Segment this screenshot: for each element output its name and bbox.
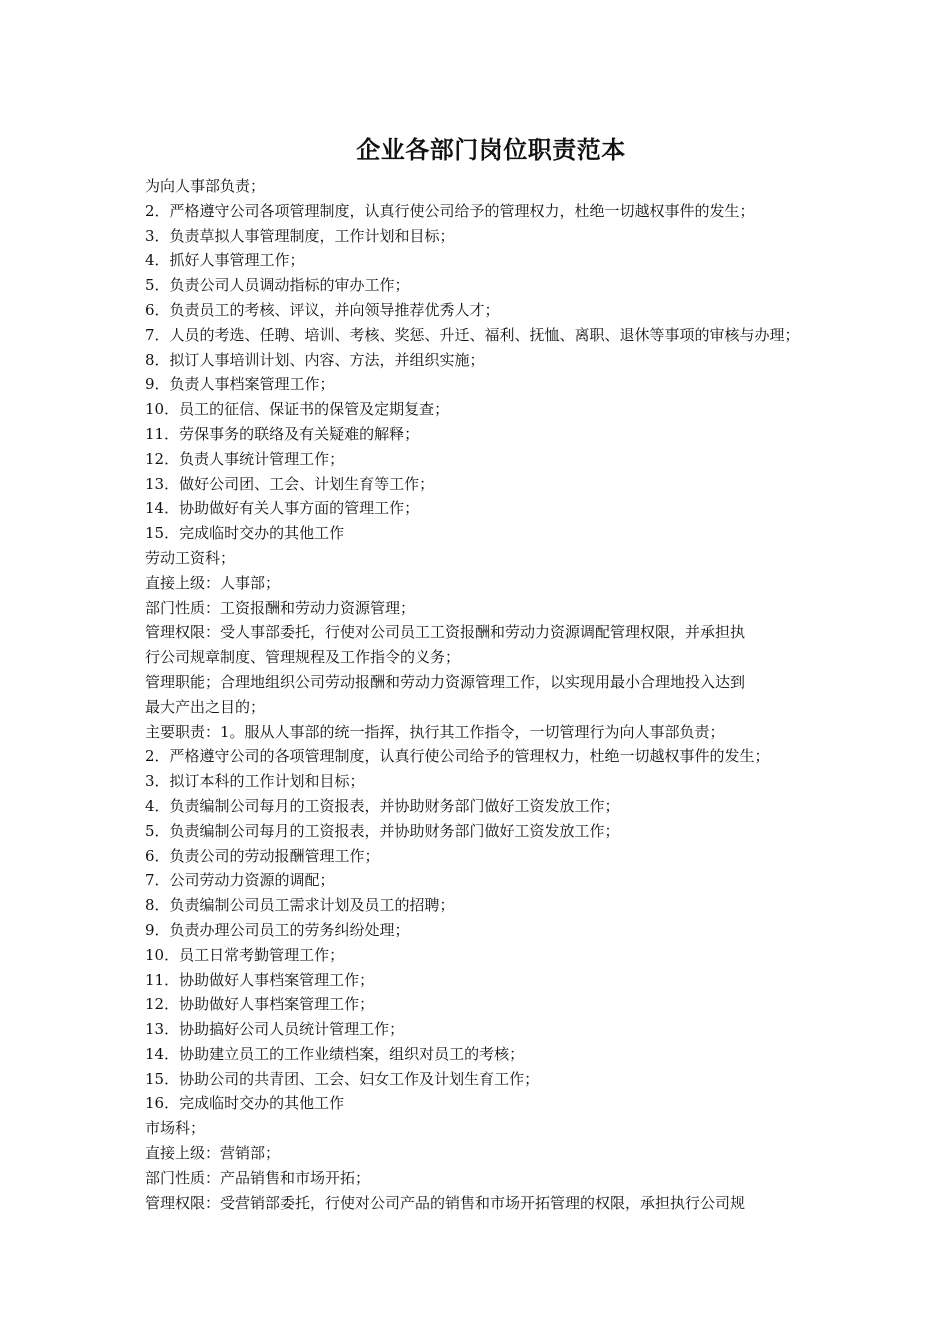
body-line: 劳动工资科； — [145, 548, 236, 567]
body-line: 9．负责办理公司员工的劳务纠纷处理； — [145, 920, 410, 939]
document-body — [145, 174, 825, 1215]
body-line: 部门性质：工资报酬和劳动力资源管理； — [145, 598, 416, 617]
body-line: 4．抓好人事管理工作； — [145, 251, 305, 270]
body-line: 市场科； — [145, 1119, 206, 1138]
body-line: 管理权限：受人事部委托，行使对公司员工工资报酬和劳动力资源调配管理权限，并承担执 — [145, 623, 746, 642]
body-line: 8．拟订人事培训计划、内容、方法，并组织实施； — [145, 350, 485, 369]
body-line: 10．员工的征信、保证书的保管及定期复查； — [145, 400, 450, 419]
body-line: 7．公司劳动力资源的调配； — [145, 871, 335, 890]
body-line: 6．负责员工的考核、评议，并向领导推荐优秀人才； — [145, 300, 500, 319]
body-line: 为向人事部负责； — [145, 177, 266, 195]
body-line: 14．协助建立员工的工作业绩档案，组织对员工的考核； — [145, 1044, 525, 1063]
body-line: 14．协助做好有关人事方面的管理工作； — [145, 499, 420, 518]
body-line: 15．完成临时交办的其他工作 — [145, 524, 345, 543]
body-line: 2．严格遵守公司的各项管理制度，认真行使公司给予的管理权力，杜绝一切越权事件的发生； — [145, 747, 770, 766]
body-line: 13．协助搞好公司人员统计管理工作； — [145, 1020, 405, 1039]
body-line: 直接上级：营销部； — [145, 1144, 281, 1163]
body-line: 行公司规章制度、管理规程及工作指令的义务； — [145, 648, 461, 667]
body-line: 5．负责公司人员调动指标的审办工作； — [145, 276, 410, 295]
body-line: 9．负责人事档案管理工作； — [145, 375, 335, 394]
body-line: 8．负责编制公司员工需求计划及员工的招聘； — [145, 896, 455, 915]
body-line: 3．拟订本科的工作计划和目标； — [145, 772, 365, 791]
body-line: 直接上级：人事部； — [145, 573, 281, 592]
body-line: 7．人员的考选、任聘、培训、考核、奖惩、升迁、福利、抚恤、离职、退休等事项的审核与办理； — [145, 325, 800, 344]
body-line: 3．负责草拟人事管理制度，工作计划和目标； — [145, 226, 455, 245]
body-line: 11．协助做好人事档案管理工作； — [145, 970, 375, 989]
body-line: 15．协助公司的共青团、工会、妇女工作及计划生育工作； — [145, 1069, 540, 1088]
body-line: 4．负责编制公司每月的工资报表，并协助财务部门做好工资发放工作； — [145, 796, 620, 815]
body-line: 5．负责编制公司每月的工资报表，并协助财务部门做好工资发放工作； — [145, 821, 620, 840]
body-line: 6．负责公司的劳动报酬管理工作； — [145, 846, 380, 865]
body-line: 管理权限：受营销部委托，行使对公司产品的销售和市场开拓管理的权限，承担执行公司规 — [145, 1193, 746, 1212]
body-line: 最大产出之目的； — [145, 697, 266, 716]
body-line: 16．完成临时交办的其他工作 — [145, 1094, 345, 1113]
body-line: 主要职责：1。服从人事部的统一指挥，执行其工作指令，一切管理行为向人事部负责； — [145, 722, 725, 741]
body-line: 部门性质：产品销售和市场开拓； — [145, 1168, 371, 1187]
body-line: 11．劳保事务的联络及有关疑难的解释； — [145, 424, 420, 443]
document-title: 企业各部门岗位职责范本 — [356, 135, 626, 164]
body-line: 13．做好公司团、工会、计划生育等工作； — [145, 474, 435, 493]
body-line: 2．严格遵守公司各项管理制度，认真行使公司给予的管理权力，杜绝一切越权事件的发生； — [145, 201, 755, 220]
body-line: 12．协助做好人事档案管理工作； — [145, 995, 375, 1014]
body-line: 10．员工日常考勤管理工作； — [145, 945, 345, 964]
body-line: 12．负责人事统计管理工作； — [145, 449, 345, 468]
body-line: 管理职能；合理地组织公司劳动报酬和劳动力资源管理工作，以实现用最小合理地投入达到 — [145, 672, 746, 691]
